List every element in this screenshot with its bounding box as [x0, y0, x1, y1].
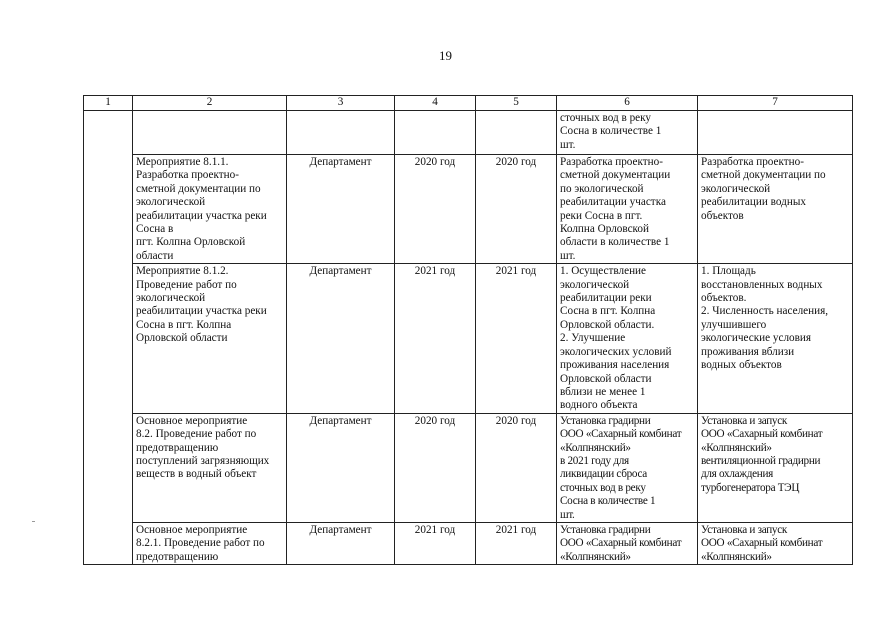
start-year-cell: [395, 111, 476, 155]
start-year-cell: 2021 год: [395, 522, 476, 564]
end-year-cell: 2020 год: [476, 155, 557, 264]
column-header: 3: [287, 96, 395, 111]
column-header: 4: [395, 96, 476, 111]
table-row: [84, 155, 853, 264]
start-year-cell: 2020 год: [395, 413, 476, 522]
end-year-cell: 2021 год: [476, 264, 557, 413]
scan-mark: [32, 521, 35, 522]
column-header: 6: [557, 96, 698, 111]
column-header: 7: [698, 96, 853, 111]
executor-cell: Департамент: [287, 413, 395, 522]
end-year-cell: 2021 год: [476, 522, 557, 564]
section-number-cell: [84, 111, 133, 565]
expected-result-cell: Установка градирни ООО «Сахарный комбинат «Колпнянский» в 2021 году для ликвидации сброса сточных вод в реку Сосна в количестве 1 шт.: [557, 413, 698, 522]
start-year-cell: 2020 год: [395, 155, 476, 264]
indicator-cell: [698, 111, 853, 155]
expected-result-cell: 1. Осуществление экологической реабилитации реки Сосна в пгт. Колпна Орловской области. 2. Улучшение экологических условий проживания населения Орловской области вблизи не менее 1 водного объекта: [557, 264, 698, 413]
indicator-cell: Разработка проектно- сметной документации по экологической реабилитации водных объектов: [698, 155, 853, 264]
indicator-cell: 1. Площадь восстановленных водных объектов. 2. Численность населения, улучшившего экологические условия проживания вблизи водных объектов: [698, 264, 853, 413]
measure-name-cell: Основное мероприятие 8.2. Проведение работ по предотвращению поступлений загрязняющих веществ в водный объект: [133, 413, 287, 522]
start-year-cell: 2021 год: [395, 264, 476, 413]
page-number: 19: [439, 48, 452, 63]
executor-cell: Департамент: [287, 155, 395, 264]
indicator-cell: Установка и запуск ООО «Сахарный комбинат «Колпнянский» вентиляционной градирни для охлаждения турбогенератора ТЭЦ: [698, 413, 853, 522]
table-row: [84, 522, 853, 564]
measures-table: [83, 95, 853, 565]
measure-name-cell: [133, 111, 287, 155]
executor-cell: Департамент: [287, 522, 395, 564]
column-header: 2: [133, 96, 287, 111]
table-row: [84, 413, 853, 522]
indicator-cell: Установка и запуск ООО «Сахарный комбинат «Колпнянский»: [698, 522, 853, 564]
column-header: 1: [84, 96, 133, 111]
expected-result-cell: сточных вод в реку Сосна в количестве 1 шт.: [557, 111, 698, 155]
end-year-cell: 2020 год: [476, 413, 557, 522]
measure-name-cell: Мероприятие 8.1.1. Разработка проектно- сметной документации по экологической реабилитации участка реки Сосна в пгт. Колпна Орловской области: [133, 155, 287, 264]
executor-cell: Департамент: [287, 264, 395, 413]
measure-name-cell: Мероприятие 8.1.2. Проведение работ по экологической реабилитации участка реки Сосна в пгт. Колпна Орловской области: [133, 264, 287, 413]
executor-cell: [287, 111, 395, 155]
column-header: 5: [476, 96, 557, 111]
table-row: [84, 111, 853, 155]
header-row: [84, 96, 853, 111]
expected-result-cell: Разработка проектно- сметной документации по экологической реабилитации участка реки Сосна в пгт. Колпна Орловской области в количестве 1 шт.: [557, 155, 698, 264]
table-row: [84, 264, 853, 413]
expected-result-cell: Установка градирни ООО «Сахарный комбинат «Колпнянский»: [557, 522, 698, 564]
end-year-cell: [476, 111, 557, 155]
measure-name-cell: Основное мероприятие 8.2.1. Проведение работ по предотвращению: [133, 522, 287, 564]
